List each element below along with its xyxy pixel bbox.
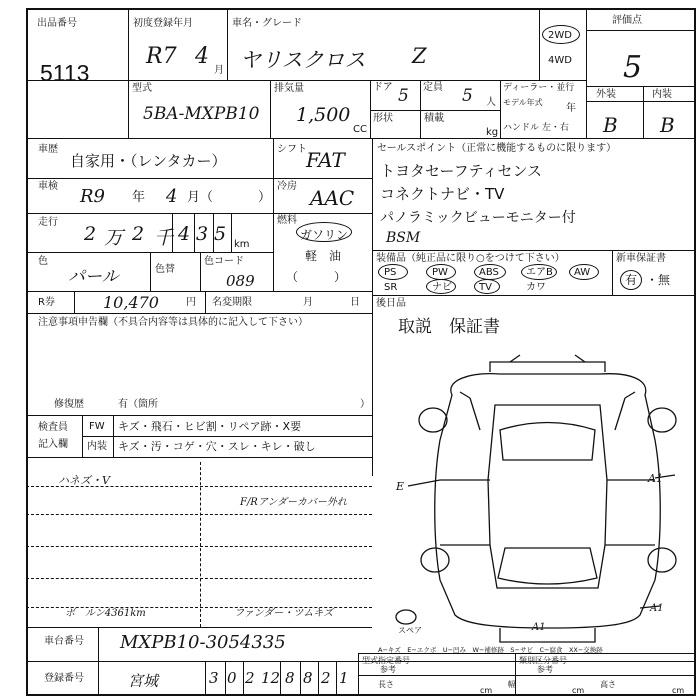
fuel-paren: （ ） xyxy=(286,270,347,284)
mirror-left xyxy=(460,392,470,398)
inspector-note: ファンダー・ツムキズ xyxy=(234,608,334,619)
equip-abs: ABS xyxy=(479,267,499,278)
repair-label: 修復歴 xyxy=(54,399,84,410)
displacement-label: 排気量 xyxy=(274,83,304,94)
divider xyxy=(26,627,372,628)
mileage-label: 走行 xyxy=(38,217,58,228)
color-change-label: 色替 xyxy=(155,264,175,275)
month-unit: 月 xyxy=(214,65,224,76)
interior-grade: B xyxy=(660,113,675,137)
registration-label: 登録番号 xyxy=(44,673,84,684)
later-items-value: 取説 保証書 xyxy=(398,317,500,337)
chassis-number: MXPB10-3054335 xyxy=(120,632,286,653)
first-registration-label: 初度登録年月 xyxy=(133,18,193,29)
name-change-month: 月 xyxy=(303,297,313,308)
grade: Z xyxy=(412,44,427,68)
car-name: ヤリスクロス xyxy=(240,48,366,72)
registration-digit: 12 xyxy=(261,669,281,687)
cc-unit: CC xyxy=(353,124,367,135)
reference-label-2: 参考 xyxy=(537,665,553,674)
sales-points-label: セールスポイント（正常に機能するものに限ります） xyxy=(377,143,617,154)
reference-label: 参考 xyxy=(380,665,396,674)
registration-digit: 8 xyxy=(285,669,295,687)
color-value: パール xyxy=(68,267,119,287)
fw-label: FW xyxy=(89,421,105,432)
divider xyxy=(26,661,696,662)
doors: 5 xyxy=(398,86,409,106)
inspection-year-unit: 年 xyxy=(132,190,146,205)
cm-unit: cm xyxy=(572,686,585,695)
lot-number: 5113 xyxy=(40,60,90,86)
later-items-label: 後日品 xyxy=(376,298,406,309)
front-right-wheel xyxy=(648,408,676,432)
registration-month: 4 xyxy=(195,44,209,69)
doors-label: ドア xyxy=(373,82,393,93)
damage-mark: A1 xyxy=(648,472,663,485)
marker-top xyxy=(510,355,585,362)
color-code: 089 xyxy=(226,272,255,290)
displacement: 1,500 xyxy=(296,104,351,126)
equip-navi: ナビ xyxy=(432,282,452,293)
fw-items: キズ・飛石・ヒビ割・リペア跡・X要 xyxy=(118,420,302,433)
cooler-value: AAC xyxy=(310,186,355,210)
rear-left-wheel xyxy=(421,548,449,572)
inspector-note: ハネズ・V xyxy=(58,474,110,487)
name-change-day: 日 xyxy=(350,297,360,308)
registration-digit: 2 xyxy=(321,669,331,687)
divider xyxy=(358,675,696,676)
color-code-label: 色コード xyxy=(204,256,244,267)
mileage-digit: 千 xyxy=(154,227,174,249)
equipment-label: 装備品（純正品に限り○をつけて下さい） xyxy=(376,253,565,264)
height-label: 高さ xyxy=(600,680,616,689)
recycle-label: R券 xyxy=(38,297,55,308)
km-unit: km xyxy=(234,239,250,250)
sales-point-line: コネクトナビ・TV xyxy=(380,185,505,203)
equip-sr: SR xyxy=(384,282,398,293)
mirror-right xyxy=(625,392,635,398)
shift-label: シフト xyxy=(277,144,307,155)
capacity-label: 定員 xyxy=(423,82,443,93)
history-label: 車歴 xyxy=(38,144,58,155)
inspector-label-2: 記入欄 xyxy=(38,439,68,450)
equip-airbag: エアB xyxy=(526,267,553,278)
type-approval-label: 型式指定番号 xyxy=(362,656,410,665)
equip-ps: PS xyxy=(384,267,397,278)
divider xyxy=(225,661,226,696)
cm-unit: cm xyxy=(480,686,493,695)
registration-digit: 3 xyxy=(209,669,219,687)
registration-digit: 2 xyxy=(245,669,255,687)
handle-label: ハンドル 左・右 xyxy=(503,123,569,133)
damage-mark: E xyxy=(396,480,405,493)
damage-mark: A1 xyxy=(650,603,664,614)
model-code: 5BA-MXPB10 xyxy=(143,104,260,124)
equip-tv: TV xyxy=(479,282,492,293)
score-label: 評価点 xyxy=(612,15,642,26)
exterior-grade: B xyxy=(603,113,618,137)
mileage-digit: 2 xyxy=(84,223,97,245)
roof-outline xyxy=(488,405,607,588)
year-unit: 年 xyxy=(566,103,576,114)
divider xyxy=(243,661,244,696)
inspector-note: F/Rアンダーカバー外れ xyxy=(240,497,347,508)
divider xyxy=(280,661,281,696)
length-label: 長さ xyxy=(378,680,394,689)
car-name-grade-label: 車名・グレード xyxy=(232,18,302,29)
spare-tire xyxy=(396,610,416,624)
divider xyxy=(336,661,337,696)
inspection-month: 4 xyxy=(166,186,178,207)
load-label: 積載 xyxy=(424,113,444,124)
inspection-era: R9 xyxy=(80,186,106,207)
front-bumper xyxy=(490,362,605,372)
spare-label: スペア xyxy=(398,626,422,635)
repair-value: 有（箇所 xyxy=(118,399,158,410)
registration-prefecture: 宮城 xyxy=(128,672,159,690)
interior-items: キズ・汚・コゲ・穴・スレ・キレ・破し xyxy=(118,440,316,453)
registration-era: R7 xyxy=(146,44,177,69)
diesel-label: 軽 油 xyxy=(305,249,342,263)
equip-pw: PW xyxy=(432,267,448,278)
mileage-digit: 5 xyxy=(214,223,227,245)
mileage-digit: 4 xyxy=(178,223,191,245)
registration-digit: 8 xyxy=(303,669,313,687)
fuel-label: 燃料 xyxy=(277,215,297,226)
repair-close: ） xyxy=(360,399,370,410)
sales-point-line: BSM xyxy=(386,230,421,246)
inspection-label: 車検 xyxy=(38,181,58,192)
recycle-value: 10,470 xyxy=(103,293,159,312)
inspector-label: 検査員 xyxy=(38,422,68,433)
fuel-value: ガソリン xyxy=(300,228,349,242)
damage-legend: A−キズ E−エクボ U−凹み W−補修跡 S−サビ C−腐食 XX−交換跡 xyxy=(378,646,603,654)
model-year-label: モデル年式 xyxy=(503,98,543,107)
drive-4wd: 4WD xyxy=(548,55,572,66)
warranty-yes: 有 xyxy=(625,273,638,287)
dealer-label: ディーラー・並行 xyxy=(503,83,575,93)
cooler-label: 冷房 xyxy=(277,181,297,192)
score: 5 xyxy=(623,50,643,85)
person-unit: 人 xyxy=(486,97,496,108)
lot-number-label: 出品番号 xyxy=(37,18,77,29)
inspection-close: ） xyxy=(258,190,272,205)
remarks-label: 注意事項申告欄（不具合内容等は具体的に記入して下さい） xyxy=(38,317,308,328)
exterior-label: 外装 xyxy=(596,89,616,100)
rear-right-wheel xyxy=(648,548,676,572)
rear-bumper xyxy=(500,628,595,642)
interior-label: 内装 xyxy=(652,89,672,100)
divider xyxy=(98,627,99,696)
shift-value: FAT xyxy=(306,148,345,172)
inspection-month-unit: 月（ xyxy=(187,190,214,205)
registration-digit: 0 xyxy=(227,669,237,687)
cm-unit: cm xyxy=(672,686,685,695)
chassis-label: 車台番号 xyxy=(44,636,84,647)
divider xyxy=(205,661,206,696)
divider xyxy=(300,661,301,696)
color-label: 色 xyxy=(38,256,48,267)
yen-unit: 円 xyxy=(186,297,196,308)
equip-aw: AW xyxy=(574,267,591,278)
equip-leather: カワ xyxy=(526,282,546,293)
shape-label: 形状 xyxy=(373,113,393,124)
damage-mark: A1 xyxy=(532,622,546,633)
sales-point-line: トヨタセーフティセンス xyxy=(380,162,543,180)
mileage-digit: 万 xyxy=(104,227,124,249)
drive-2wd: 2WD xyxy=(548,30,572,41)
name-change-label: 名変期限 xyxy=(212,297,252,308)
model-label: 型式 xyxy=(132,83,152,94)
car-outline xyxy=(435,374,661,628)
front-left-wheel xyxy=(419,408,447,432)
class-number-label: 類別区分番号 xyxy=(519,656,567,665)
rear-window xyxy=(498,548,597,584)
windshield xyxy=(500,423,595,461)
history-value: 自家用・（レンタカー） xyxy=(70,152,227,170)
door-line xyxy=(440,480,655,545)
kg-unit: kg xyxy=(486,127,499,138)
sales-point-line: パノラミックビューモニター付 xyxy=(380,210,576,226)
width-label: 幅 xyxy=(508,680,516,689)
inspector-note: ボ ルン4361km xyxy=(65,608,146,619)
registration-digits xyxy=(195,665,355,695)
divider xyxy=(358,653,696,654)
registration-digit: 1 xyxy=(339,669,349,687)
divider xyxy=(318,661,319,696)
mileage-digit: 3 xyxy=(196,223,209,245)
capacity: 5 xyxy=(462,86,473,106)
mileage-digit: 2 xyxy=(132,223,145,245)
interior-check-label: 内装 xyxy=(87,441,107,452)
warranty-no: ・無 xyxy=(646,273,671,287)
warranty-label: 新車保証書 xyxy=(616,253,666,264)
